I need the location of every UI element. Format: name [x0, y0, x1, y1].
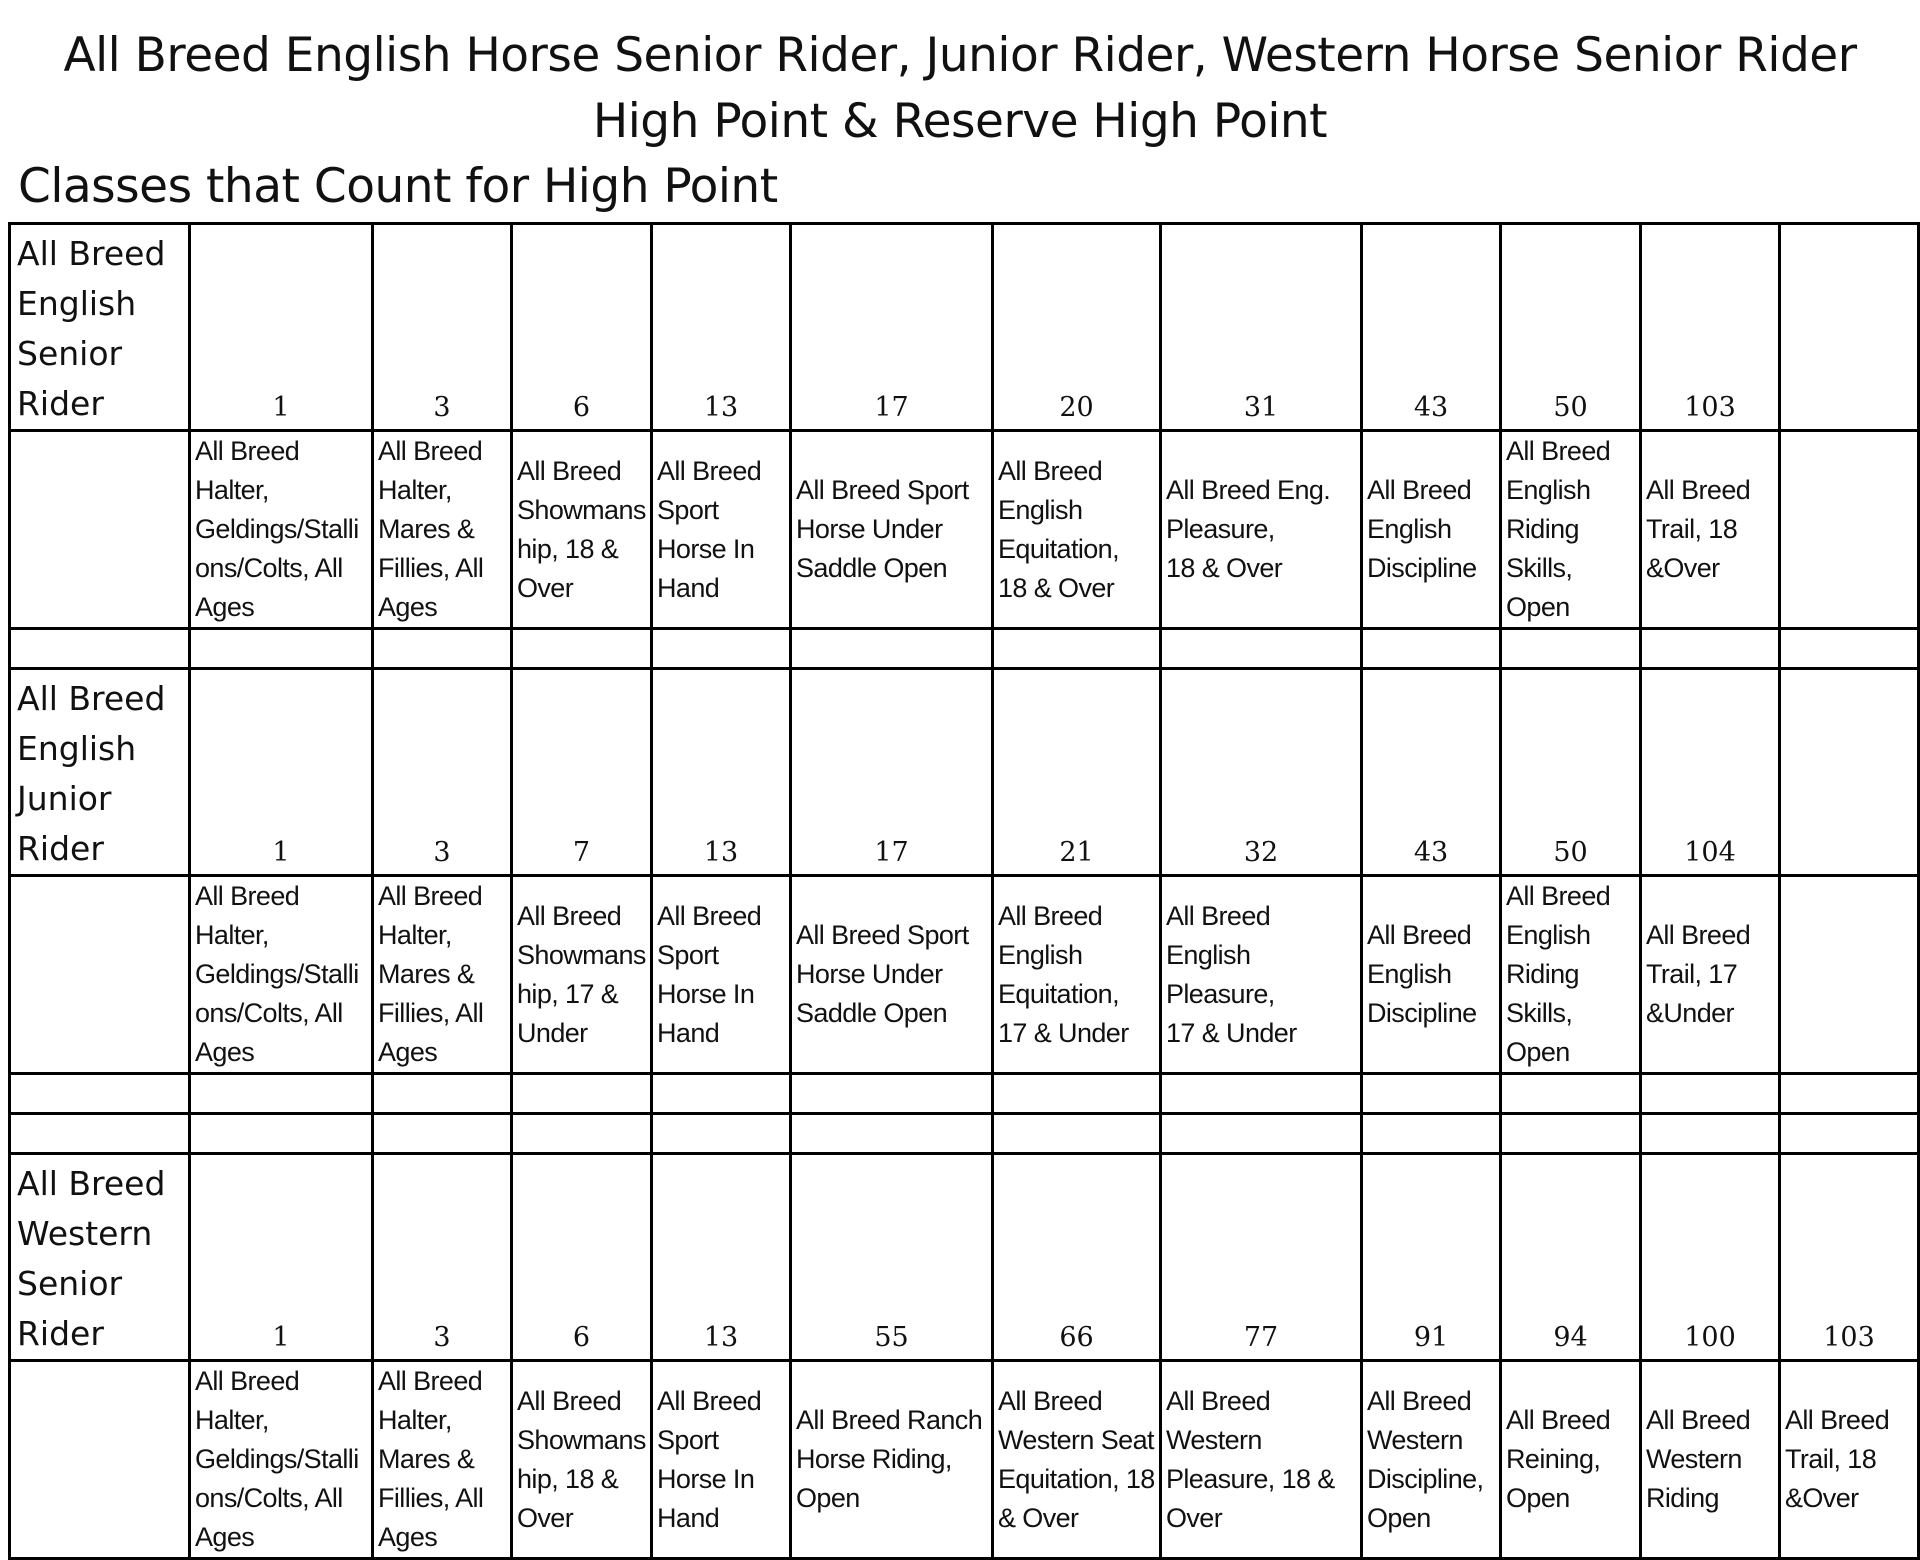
class-name — [791, 876, 993, 1074]
class-name-text: All Breed English Equitation, 17 & Under — [998, 900, 1129, 1048]
empty-cell — [1641, 629, 1780, 669]
class-number — [1641, 669, 1780, 876]
class-name — [1501, 1361, 1641, 1559]
empty-cell — [1161, 1114, 1362, 1154]
class-number-text: 91 — [1413, 1322, 1449, 1353]
class-number-text: 103 — [1684, 392, 1736, 423]
class-name — [652, 876, 791, 1074]
empty-cell — [1501, 1074, 1641, 1114]
class-name-text: All Breed Sport Horse In Hand — [657, 1385, 762, 1533]
class-number-text: 6 — [572, 1322, 591, 1353]
class-name — [652, 1361, 791, 1559]
empty-cell — [512, 1114, 652, 1154]
class-name — [512, 431, 652, 629]
class-number — [993, 1154, 1161, 1361]
empty-cell — [1161, 629, 1362, 669]
class-number — [993, 669, 1161, 876]
class-name-text: All Breed English Pleasure, 17 & Under — [1166, 900, 1297, 1048]
empty-cell — [10, 629, 190, 669]
class-name — [993, 876, 1161, 1074]
empty-cell — [1501, 1114, 1641, 1154]
class-name — [791, 431, 993, 629]
class-number — [1362, 1154, 1501, 1361]
category-label — [10, 669, 190, 876]
class-number — [791, 224, 993, 431]
category-label-text: All Breed English Junior Rider — [17, 679, 166, 868]
class-name-text: All Breed Sport Horse In Hand — [657, 455, 762, 603]
category-label — [10, 1154, 190, 1361]
class-name-text: All Breed English Discipline — [1367, 920, 1477, 1028]
empty-cell — [1641, 1114, 1780, 1154]
class-number-text: 21 — [1059, 837, 1094, 868]
section-header-row — [10, 669, 1919, 876]
class-number — [190, 669, 373, 876]
class-number — [1161, 224, 1362, 431]
class-name — [1161, 431, 1362, 629]
class-number-text: 100 — [1684, 1322, 1736, 1353]
class-name — [652, 431, 791, 629]
class-number — [791, 669, 993, 876]
class-number-text: 50 — [1553, 837, 1588, 868]
class-number — [652, 669, 791, 876]
class-number — [190, 224, 373, 431]
class-number-text: 20 — [1059, 392, 1094, 423]
class-number-text: 13 — [703, 837, 739, 868]
page-subtitle: Classes that Count for High Point — [18, 159, 778, 214]
class-number-text: 43 — [1413, 837, 1449, 868]
empty-cell — [1362, 1114, 1501, 1154]
empty-cell — [512, 1074, 652, 1114]
class-name — [993, 1361, 1161, 1559]
empty-cell — [373, 1074, 512, 1114]
class-number-text: 3 — [433, 1322, 451, 1353]
class-number-text: 13 — [703, 392, 739, 423]
class-number — [791, 1154, 993, 1361]
class-name-text: All Breed Western Riding — [1646, 1405, 1751, 1513]
class-number-text: 1 — [272, 837, 290, 868]
category-label-text: All Breed English Senior Rider — [17, 234, 166, 423]
class-number-text: 1 — [272, 1322, 290, 1353]
class-number-text: 13 — [703, 1322, 739, 1353]
class-number-text: 31 — [1243, 392, 1279, 423]
empty-cell — [993, 1114, 1161, 1154]
empty-cell — [190, 1114, 373, 1154]
class-name — [512, 876, 652, 1074]
empty-cell — [1362, 629, 1501, 669]
class-name — [190, 431, 373, 629]
class-name — [993, 431, 1161, 629]
page-title-line-2: High Point & Reserve High Point — [592, 94, 1328, 149]
class-number-text: 32 — [1243, 837, 1279, 868]
class-name — [1780, 431, 1919, 629]
class-name-row — [10, 431, 1919, 629]
class-number-text: 94 — [1553, 1322, 1588, 1353]
class-name — [1780, 1361, 1919, 1559]
class-name-text: All Breed Halter, Geldings/Stalli ons/Colts, All Ages — [195, 881, 359, 1067]
class-name — [1501, 431, 1641, 629]
page-title-line-1: All Breed English Horse Senior Rider, Junior Rider, Western Horse Senior Rider — [63, 28, 1857, 83]
empty-cell — [512, 629, 652, 669]
empty-cell — [10, 1361, 190, 1559]
class-number-text: 43 — [1413, 392, 1449, 423]
class-name — [1641, 431, 1780, 629]
empty-cell — [993, 629, 1161, 669]
class-name-text: All Breed English Discipline — [1367, 475, 1477, 583]
class-number-text: 66 — [1059, 1322, 1094, 1353]
class-number — [1641, 224, 1780, 431]
class-number — [373, 669, 512, 876]
empty-cell — [791, 1074, 993, 1114]
class-name — [1780, 876, 1919, 1074]
class-name-text: All Breed Western Discipline, Open — [1367, 1385, 1484, 1533]
class-name-text: All Breed Showmans hip, 18 & Over — [517, 1385, 646, 1533]
class-name-text: All Breed Reining, Open — [1506, 1405, 1611, 1513]
empty-cell — [652, 1114, 791, 1154]
section-header-row — [10, 1154, 1919, 1361]
class-name — [1362, 876, 1501, 1074]
spacer-row — [10, 1074, 1919, 1114]
empty-cell — [1780, 629, 1919, 669]
class-name-text: All Breed Halter, Mares & Fillies, All Ages — [378, 436, 484, 622]
class-name-text: All Breed Showmans hip, 18 & Over — [517, 455, 646, 603]
class-number-text: 3 — [433, 837, 451, 868]
class-name-text: All Breed Western Seat Equitation, 18 & Over — [998, 1385, 1155, 1533]
class-number-text: 103 — [1823, 1322, 1875, 1353]
class-number-text: 104 — [1684, 837, 1736, 868]
spacer-row — [10, 629, 1919, 669]
empty-cell — [10, 1114, 190, 1154]
empty-cell — [1780, 1114, 1919, 1154]
class-number — [1780, 669, 1919, 876]
class-number — [1501, 1154, 1641, 1361]
class-name-text: All Breed Sport Horse Under Saddle Open — [796, 475, 969, 583]
class-number — [373, 1154, 512, 1361]
class-number — [512, 669, 652, 876]
class-name — [512, 1361, 652, 1559]
class-name — [791, 1361, 993, 1559]
class-name — [373, 431, 512, 629]
class-name — [1641, 1361, 1780, 1559]
empty-cell — [373, 1114, 512, 1154]
class-name — [1161, 1361, 1362, 1559]
class-name-text: All Breed Trail, 18 &Over — [1646, 475, 1751, 583]
class-number — [1362, 669, 1501, 876]
class-name — [1161, 876, 1362, 1074]
class-number-text: 6 — [572, 392, 591, 423]
empty-cell — [373, 629, 512, 669]
class-number — [993, 224, 1161, 431]
empty-cell — [1161, 1074, 1362, 1114]
class-name-text: All Breed English Riding Skills, Open — [1506, 881, 1611, 1067]
high-point-classes-table — [8, 222, 1920, 1560]
category-label — [10, 224, 190, 431]
class-number — [190, 1154, 373, 1361]
class-number — [1501, 669, 1641, 876]
class-name-text: All Breed Halter, Mares & Fillies, All Ages — [378, 1366, 484, 1552]
class-number — [512, 224, 652, 431]
class-name-text: All Breed Trail, 18 &Over — [1785, 1405, 1890, 1513]
class-number — [652, 224, 791, 431]
class-name-text: All Breed English Riding Skills, Open — [1506, 436, 1611, 622]
empty-cell — [652, 1074, 791, 1114]
class-number — [1780, 224, 1919, 431]
class-name-row — [10, 1361, 1919, 1559]
empty-cell — [791, 1114, 993, 1154]
class-number — [1362, 224, 1501, 431]
class-name — [1362, 1361, 1501, 1559]
class-name — [190, 1361, 373, 1559]
spacer-row — [10, 1114, 1919, 1154]
class-name-text: All Breed Western Pleasure, 18 & Over — [1166, 1385, 1335, 1533]
empty-cell — [190, 629, 373, 669]
empty-cell — [652, 629, 791, 669]
empty-cell — [1641, 1074, 1780, 1114]
class-name-text: All Breed Halter, Geldings/Stalli ons/Colts, All Ages — [195, 1366, 359, 1552]
class-number — [1161, 1154, 1362, 1361]
class-number — [1501, 224, 1641, 431]
class-name — [1641, 876, 1780, 1074]
class-name — [373, 876, 512, 1074]
class-number-text: 17 — [874, 837, 909, 868]
class-number-text: 7 — [572, 837, 591, 868]
empty-cell — [993, 1074, 1161, 1114]
class-name-text: All Breed Trail, 17 &Under — [1646, 920, 1751, 1028]
class-number — [1780, 1154, 1919, 1361]
class-number — [652, 1154, 791, 1361]
class-name-text: All Breed Halter, Mares & Fillies, All Ages — [378, 881, 484, 1067]
class-number-text: 77 — [1243, 1322, 1279, 1353]
empty-cell — [10, 1074, 190, 1114]
empty-cell — [190, 1074, 373, 1114]
class-number — [1161, 669, 1362, 876]
class-number-text: 17 — [874, 392, 909, 423]
class-number — [1641, 1154, 1780, 1361]
category-label-text: All Breed Western Senior Rider — [17, 1164, 166, 1353]
class-number-text: 3 — [433, 392, 451, 423]
class-name-row — [10, 876, 1919, 1074]
empty-cell — [10, 431, 190, 629]
class-name — [190, 876, 373, 1074]
class-number-text: 55 — [874, 1322, 909, 1353]
class-number — [373, 224, 512, 431]
empty-cell — [1501, 629, 1641, 669]
class-name — [1362, 431, 1501, 629]
class-name-text: All Breed Eng. Pleasure, 18 & Over — [1166, 475, 1331, 583]
class-number-text: 1 — [272, 392, 290, 423]
class-name — [373, 1361, 512, 1559]
class-name-text: All Breed Ranch Horse Riding, Open — [796, 1405, 983, 1513]
class-name-text: All Breed Sport Horse Under Saddle Open — [796, 920, 969, 1028]
class-number-text: 50 — [1553, 392, 1588, 423]
class-name-text: All Breed Sport Horse In Hand — [657, 900, 762, 1048]
empty-cell — [10, 876, 190, 1074]
class-name — [1501, 876, 1641, 1074]
class-name-text: All Breed Halter, Geldings/Stalli ons/Colts, All Ages — [195, 436, 359, 622]
class-name-text: All Breed English Equitation, 18 & Over — [998, 455, 1119, 603]
empty-cell — [1780, 1074, 1919, 1114]
class-number — [512, 1154, 652, 1361]
class-name-text: All Breed Showmans hip, 17 & Under — [517, 900, 646, 1048]
empty-cell — [1362, 1074, 1501, 1114]
empty-cell — [791, 629, 993, 669]
section-header-row — [10, 224, 1919, 431]
